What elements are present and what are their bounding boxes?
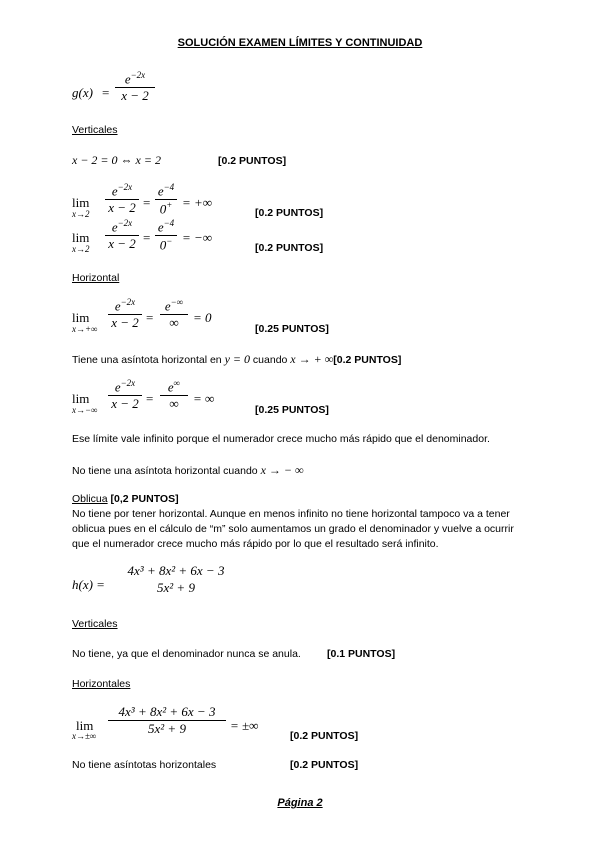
points-limit-3: [0.25 PUNTOS] <box>255 323 329 335</box>
g-fraction <box>115 70 155 104</box>
g-num-exp: −2x <box>130 70 146 80</box>
explanation: Ese límite vale infinito porque el numerador crece mucho más rápido que el denominador. <box>72 433 490 445</box>
points-limit-1: [0.2 PUNTOS] <box>255 207 324 219</box>
lim-sub: x→2 <box>72 209 90 219</box>
points-no-vertical: [0.1 PUNTOS] <box>327 648 396 660</box>
limit-5-result: = ±∞ <box>230 718 259 733</box>
points-vertical: [0.2 PUNTOS] <box>218 155 287 167</box>
heading-verticales-2: Verticales <box>72 618 118 630</box>
limit-2-result: = −∞ <box>182 230 213 245</box>
g-lhs: g(x) <box>72 85 93 100</box>
heading-horizontales: Horizontales <box>72 678 131 690</box>
no-vertical-sentence: No tiene, ya que el denominador nunca se anula. <box>72 648 301 660</box>
h-den: 5x² + 9 <box>157 580 195 595</box>
page-title: SOLUCIÓN EXAMEN LÍMITES Y CONTINUIDAD <box>177 37 423 49</box>
oblicua-paragraph: No tiene por tener horizontal. Aunque en menos infinito no tiene horizontal tampoco va a tener oblicua pues en el cálculo de “m” solo aumentamos un grado el denominador y vuelve a ocurrir que el numerador crece mucho más rápido por lo que el resultado será infinito. <box>72 508 514 550</box>
g-den: x − 2 <box>121 88 149 104</box>
page-number: Página 2 <box>277 797 323 809</box>
limit-1-result: = +∞ <box>182 195 213 210</box>
heading-verticales: Verticales <box>72 124 118 136</box>
vertical-equation: x − 2 = 0 ⇔ x = 2 <box>72 153 161 167</box>
no-horizontal-sentence: No tiene asíntotas horizontales <box>72 759 217 771</box>
limit-2-value: $e^{-4}$ 0− <box>155 218 177 254</box>
limit-3-result: = 0 <box>193 310 212 325</box>
limit-4-result: = ∞ <box>193 391 215 406</box>
heading-oblicua: Oblicua [0,2 PUNTOS] <box>72 493 179 505</box>
heading-horizontal: Horizontal <box>72 272 120 284</box>
lim-word: lim <box>72 195 90 210</box>
no-asymptote-sentence: No tiene una asíntota horizontal cuando x → − ∞ <box>72 463 304 477</box>
asymptote-sentence: Tiene una asíntota horizontal en y = 0 cuando x → + ∞[0.2 PUNTOS] <box>72 352 402 366</box>
points-limit-5: [0.2 PUNTOS] <box>290 730 359 742</box>
h-num: 4x³ + 8x² + 6x − 3 <box>127 563 225 578</box>
g-eq: = <box>102 85 110 100</box>
g-num: e <box>124 71 131 87</box>
points-no-horizontal: [0.2 PUNTOS] <box>290 759 359 771</box>
limit-1-value: $e^{-4}$ 0+ <box>155 182 177 218</box>
points-limit-2: [0.2 PUNTOS] <box>255 242 324 254</box>
points-limit-4: [0.25 PUNTOS] <box>255 404 329 416</box>
